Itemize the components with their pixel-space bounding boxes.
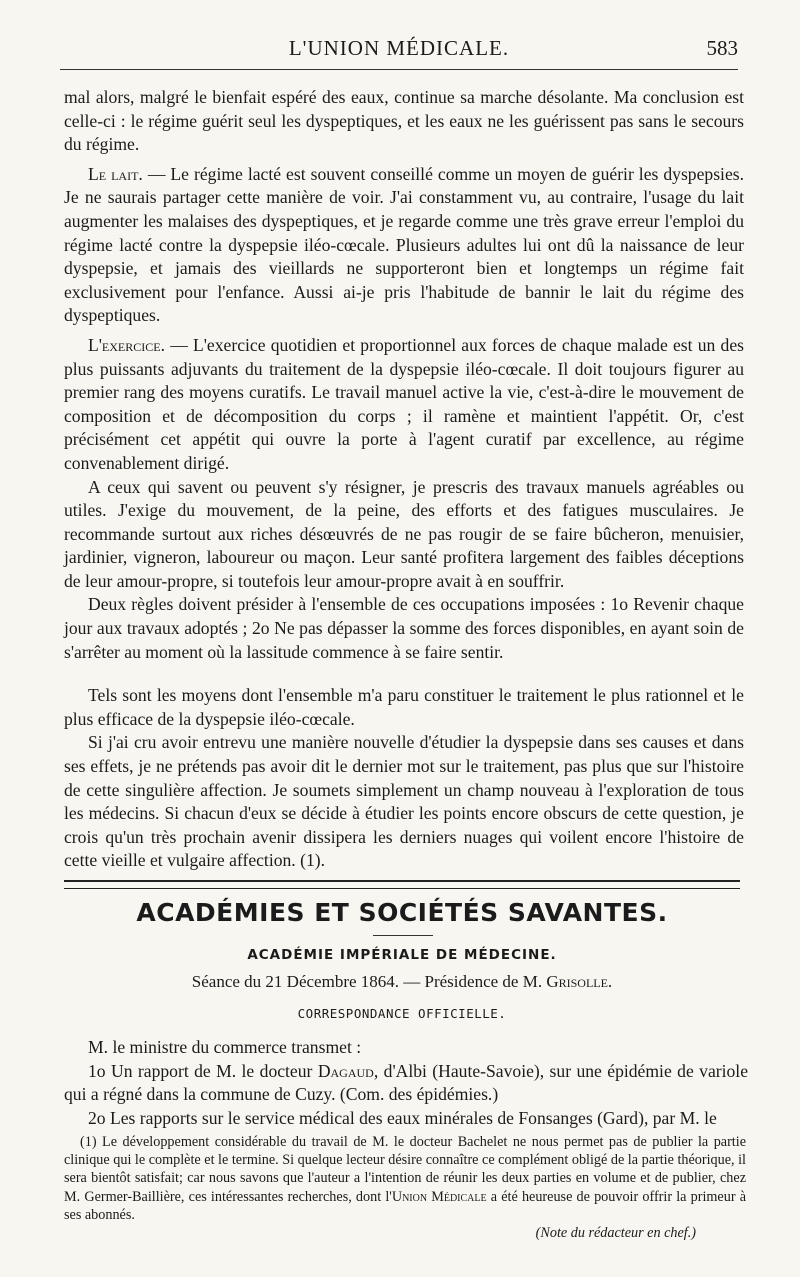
lait-heading: Le lait. <box>88 163 143 184</box>
footnote-text-after: a été heureuse de pouvoir offrir la primeur à ses abonnés. <box>64 1188 747 1223</box>
footnote-signature: (Note du rédacteur en chef.) <box>535 1225 696 1242</box>
item1-rest: d'Albi (Haute-Savoie), sur une épidémie de variole qui a régné dans la commune de Cuzy. (Com. des épidémies.) <box>64 1060 749 1105</box>
paragraph-regles: Deux règles doivent présider à l'ensemble de ces occupations imposées : 1o Revenir chaque jour aux travaux adoptés ; 2o Ne pas dépasser la somme des forces disponibles, en ayant soin de s'arrêter au moment où la lassitude commence à se faire sentir. <box>64 594 744 662</box>
correspondence-intro: M. le ministre du commerce transmet : <box>88 1037 362 1057</box>
session-prefix: Séance du 21 Décembre 1864. — Présidence de M. <box>191 972 547 991</box>
paragraph-conclusion: mal alors, malgré le bienfait espéré des eaux, continue sa marche désolante. Ma conclusion est celle-ci : le régime guérit seul les dyspeptiques, et les eaux ne les guérissent pas sans le secours du régime. <box>64 87 744 155</box>
exercice-heading: L'exercice. <box>88 334 165 355</box>
item1-prefix: 1o Un rapport de M. le docteur <box>88 1060 318 1081</box>
item1-name: Dagaud, <box>317 1060 379 1081</box>
section-divider <box>64 880 740 889</box>
lait-text: — Le régime lacté est souvent conseillé comme un moyen de guérir les dyspepsies. Je ne saurais partager cette manière de voir. J'ai constamment vu, au contraire, l'usage du lait augmenter les malaises des dyspeptiques, et je regarde comme une très grave erreur l'emploi du régime lacté contre la dyspepsie iléo-cœcale. Plusieurs adultes lui ont dû la naissance de leur dyspepsie, et jamais des vieillards ne supporteront bien et longtemps un régime fait exclusivement pour l'enfance. Aussi ai-je pris l'habitude de bannir le lait du régime des dyspeptiques. <box>64 163 744 326</box>
correspondance-heading: CORRESPONDANCE OFFICIELLE. <box>297 1006 507 1021</box>
header-rule <box>60 69 738 70</box>
footnote-journal: Union Médicale <box>391 1188 487 1205</box>
correspondence-item-2: 2o Les rapports sur le service médical des eaux minérales de Fonsanges (Gard), par M. le <box>88 1107 717 1128</box>
paragraph-exercice <box>64 334 744 476</box>
page-number: 583 <box>706 36 738 60</box>
paragraph-lait <box>64 163 744 328</box>
academy-heading: ACADÉMIE IMPÉRIALE DE MÉDECINE. <box>247 947 557 963</box>
page-header <box>60 32 738 70</box>
short-divider <box>373 935 433 936</box>
paragraph-conclusion-finale: Si j'ai cru avoir entrevu une manière nouvelle d'étudier la dyspepsie dans ses causes et dans ses effets, je ne prétends pas avoir dit le dernier mot sur le traitement, pas plus que sur l'histoire de cette singulière affection. Je soumets simplement un champ nouveau à l'exploration de tous les médecins. Si chacun d'eux se décide à étudier les points encore obscurs de cette question, je crois qu'un très prochain avenir dissipera les derniers nuages qui voilent encore l'histoire de cette vieille et vulgaire affection. (1). <box>64 732 744 871</box>
footnote-text-before: (1) Le développement considérable du travail de M. le docteur Bachelet ne nous permet pas de publier la partie clinique qui le complète et le termine. Si quelque lecteur désire connaître ce complément obligé de la partie théorique, il sera bientôt satisfait; car nous savons que l'auteur a l'intention de réunir les deux parties en volume et de publier, chez M. Germer-Baillière, ces intéressantes recherches, dont l' <box>64 1134 746 1205</box>
correspondence-item-1 <box>64 1060 748 1107</box>
paragraph-travaux: A ceux qui savent ou peuvent s'y résigner, je prescris des travaux manuels agréables ou utiles. J'exige du mouvement, de la peine, des efforts et des fatigues musculaires. Je recommande surtout aux riches désœuvrés de ne pas rougir de se faire bûcheron, menuisier, jardinier, vigneron, laboureur ou maçon. Leur santé profitera largement des faibles déceptions de leur amour-propre, si toutefois leur amour-propre avait à en souffrir. <box>64 476 744 591</box>
paragraph-moyens: Tels sont les moyens dont l'ensemble m'a paru constituer le traitement le plus rationnel et le plus efficace de la dyspepsie iléo-cœcale. <box>64 685 744 729</box>
section-title: ACADÉMIES ET SOCIÉTÉS SAVANTES. <box>136 898 668 927</box>
running-title: L'UNION MÉDICALE. <box>288 36 510 60</box>
correspondence-body <box>64 1036 748 1130</box>
footnote <box>64 1133 746 1242</box>
session-president: Grisolle. <box>546 972 613 991</box>
session-line <box>64 972 740 992</box>
exercice-text: — L'exercice quotidien et proportionnel aux forces de chaque malade est un des plus puissants adjuvants du traitement de la dyspepsie iléo-cœcale. Il doit toujours figurer au premier rang des moyens curatifs. Le travail manuel active la vie, c'est-à-dire le mouvement de composition et de décomposition du corps ; il ramène et maintient l'appétit. Or, c'est précisément cet appétit qui ouvre la porte à l'agent curatif par excellence, au régime convenablement dirigé. <box>64 334 744 473</box>
article-body <box>64 86 744 873</box>
footnote-text <box>64 1133 746 1224</box>
